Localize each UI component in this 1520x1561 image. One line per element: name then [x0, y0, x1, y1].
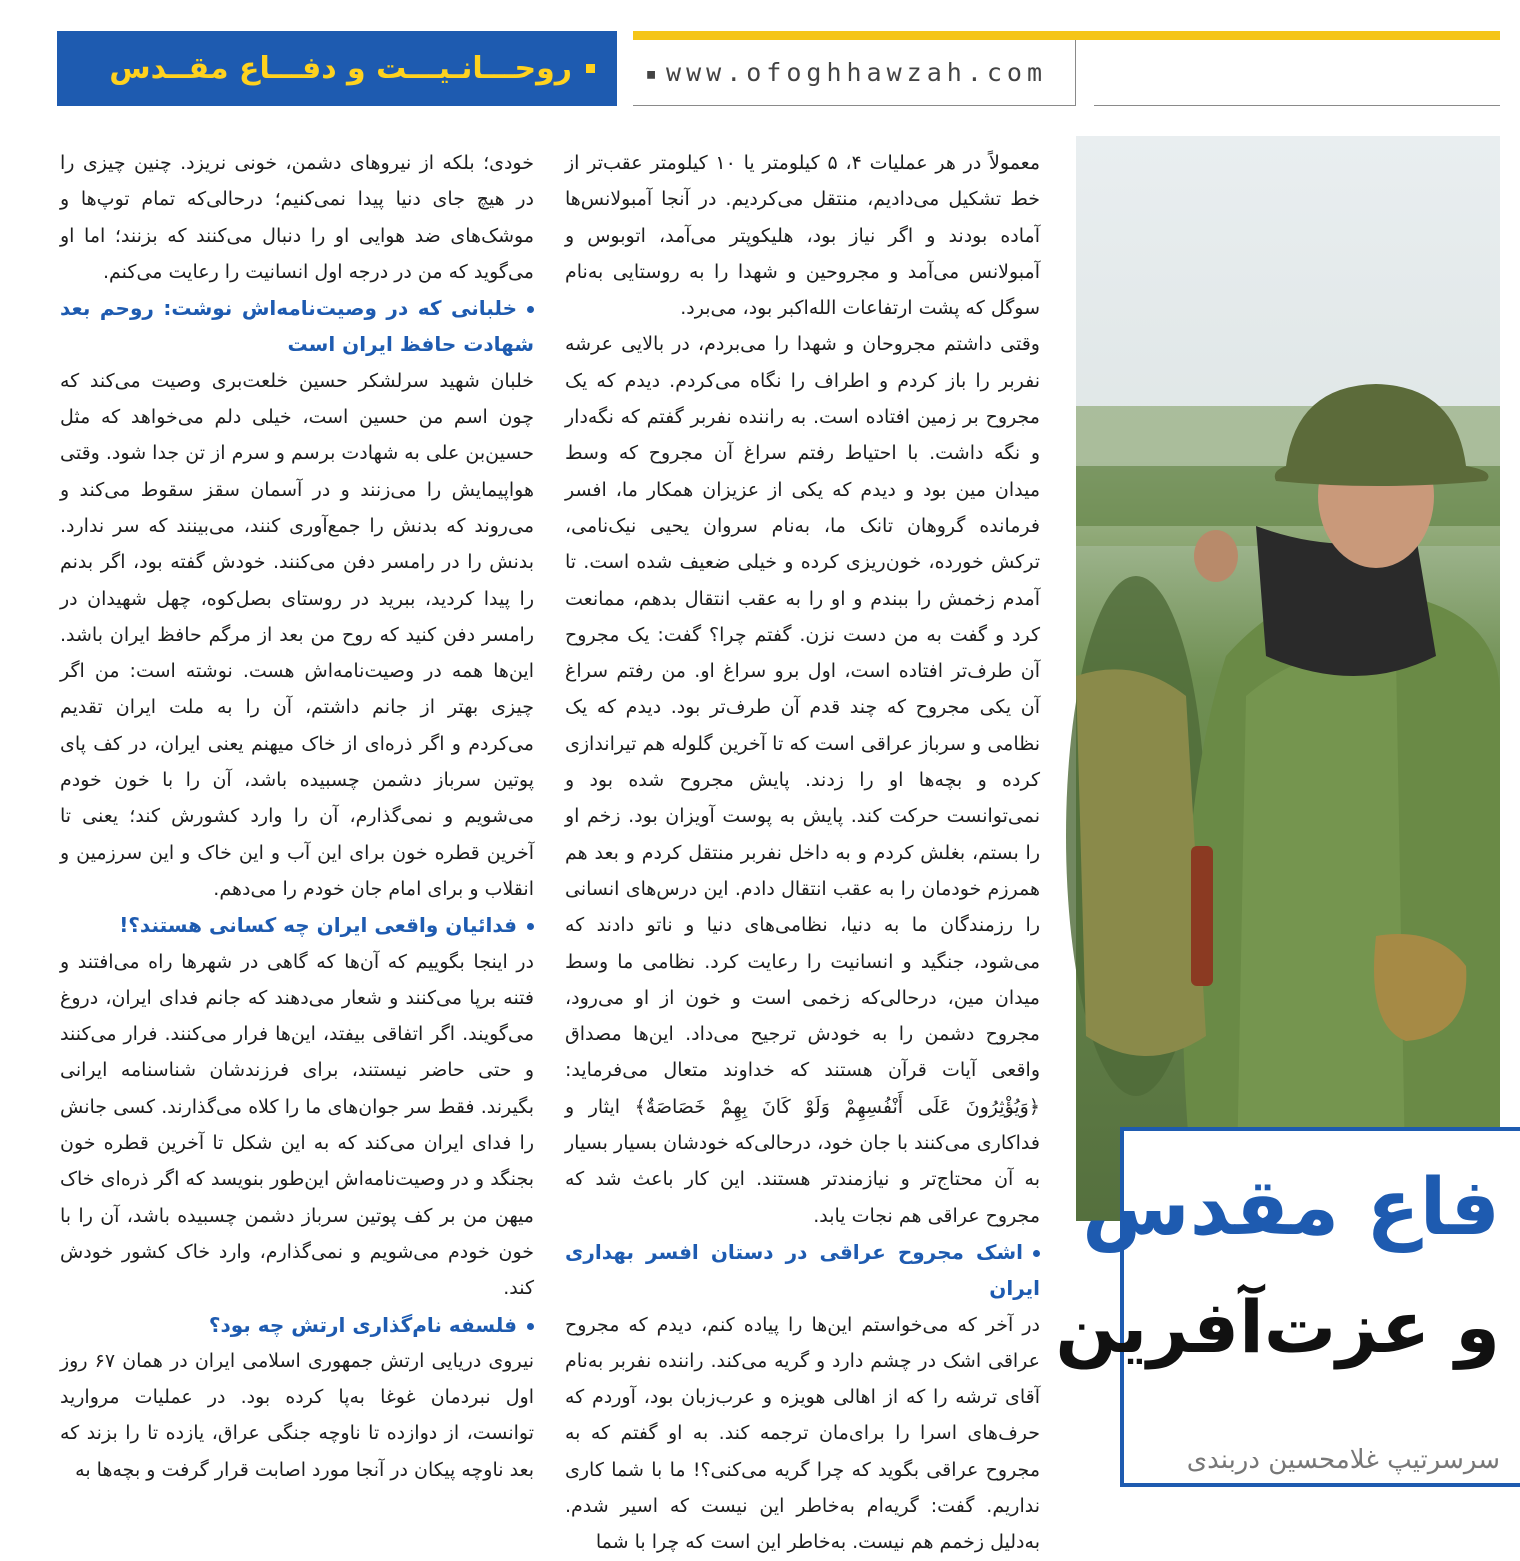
article-column-left [60, 145, 534, 1481]
subheading [60, 907, 534, 943]
paragraph: معمولاً در هر عملیات ۴، ۵ کیلومتر یا ۱۰ کیلومتر عقب‌تر از خط تشکیل می‌دادیم، منتقل می‌کردیم. در آنجا آمبولانس‌ها آماده بودند و اگر نیاز بود، هلیکوپتر می‌آمد، اتوبوس و آمبولانس می‌آمد و مجروحین و شهدا را به روستایی به‌نام سوگل که پشت ارتفاعات الله‌اکبر بود، می‌برد. [565, 152, 1041, 320]
header-divider [1094, 105, 1500, 106]
section-title: روحـــانـیـــت و دفـــاع مقــدس [109, 51, 572, 86]
bullet-icon [527, 923, 534, 930]
paragraph: خودی؛ بلکه از نیروهای دشمن، خونی نریزد. چنین چیزی را در هیچ جای دنیا پیدا نمی‌کنیم؛ درحالی‌که تمام توپ‌ها و موشک‌های ضد هوایی او را دنبال می‌کنند که بزنند؛ اما او می‌گوید که من در درجه اول انسانیت را رعایت می‌کنم. [60, 152, 534, 283]
subheading [60, 1307, 534, 1343]
headline-box [1055, 1127, 1520, 1487]
subheading-text: فلسفه نام‌گذاری ارتش چه بود؟ [208, 1312, 517, 1337]
subheading-text: اشک مجروح عراقی در دستان افسر بهداری ایران [565, 1239, 1040, 1301]
paragraph: در اینجا بگوییم که آن‌ها که گاهی در شهرها راه می‌افتند و فتنه برپا می‌کنند و شعار می‌دهند که جانم فدای ایران، دروغ می‌گویند. اگر اتفاقی بیفتد، این‌ها فرار می‌کنند. فرار می‌کنند و حتی حاضر نیستند، برای فرزندشان شناسنامه ایرانی بگیرند. فقط سر جوان‌های ما را کلاه می‌گذارند. کسی جانش را فدای ایران می‌کند که به این شکل تا آخرین قطره خون بجنگد و در وصیت‌نامه‌اش این‌طور بنویسد که اگر ذره‌ای خاک میهن من بر کف پوتین سرباز دشمن چسبیده باشد، آن را با خون خودم می‌شویم و نمی‌گذارم، وارد خاک کشور خودش کند. [60, 950, 534, 1300]
soldier-illustration [1076, 136, 1500, 1221]
headline-line-1: فاع مقدس [1082, 1163, 1500, 1253]
headline-line-2: و عزت‌آفرین [1055, 1285, 1500, 1369]
paragraph: در آخر که می‌خواستم این‌ها را پیاده کنم، دیدم که مجروح عراقی اشک در چشم دارد و گریه می‌کند. راننده نفربر به‌نام آقای ترشه را که از اهالی هویزه و عرب‌زبان بود، آوردم که حرف‌های اسرا را برای‌مان ترجمه کند. به او گفتم که به مجروح عراقی بگوید که چرا گریه می‌کنی؟! ما با شما کاری نداریم. گفت: گریه‌ام به‌خاطر این نیست که اسیر شدم. به‌دلیل زخمم هم نیست. به‌خاطر این است که چرا با شما [565, 1313, 1040, 1554]
subheading [60, 290, 534, 363]
paragraph: نیروی دریایی ارتش جمهوری اسلامی ایران در همان ۶۷ روز اول نبردمان غوغا به‌پا کرده بود. در عملیات مروارید توانست، از دوازده تا ناوچه جنگی عراق، یازده تا را بزند که بعد ناوچه پیکان در آنجا مورد اصابت قرار گرفت و بچه‌ها به [60, 1349, 534, 1481]
section-title-banner [57, 31, 617, 106]
article-column-right [565, 145, 1041, 1554]
top-rule [633, 31, 1500, 40]
byline: سرسرتیپ غلامحسین دربندی [1186, 1445, 1500, 1475]
bullet-icon [1033, 1250, 1040, 1257]
subheading-text: فدائیان واقعی ایران چه کسانی هستند؟! [119, 913, 517, 938]
paragraph: خلبان شهید سرلشکر حسین خلعت‌بری وصیت می‌کند که چون اسم من حسین است، خیلی دلم می‌خواهد که مثل حسین‌بن علی به شهادت برسم و سرم از تن جدا شود. وقتی هواپیمایش را می‌زنند و در آسمان سقز سقوط می‌کند و می‌روند که بدنش را جمع‌آوری کنند، می‌بینند که سر ندارد. بدنش را در رامسر دفن می‌کنند. خودش گفته بود، اگر بدنم را پیدا کردید، ببرید در روستای بصل‌کوه، چهل شهیدان در رامسر دفن کنید که روح من بعد از مرگم حافظ ایران باشد. این‌ها همه در وصیت‌نامه‌اش هست. نوشته است: من اگر چیزی بهتر از جانم داشتم، آن را به ملت ایران تقدیم می‌کردم و اگر ذره‌ای از خاک میهنم یعنی ایران، در کف پای پوتین سرباز دشمن چسبیده باشد، آن را با خون خودم می‌شویم و نمی‌گذارم، آن را وارد کشورش کند؛ یعنی تا آخرین قطره خون برای این آب و این خاک و این سرزمین و انقلاب و برای امام جان خودم را می‌دهم. [60, 369, 534, 900]
website-url[interactable]: ▪ www.ofoghhawzah.com [633, 40, 1076, 106]
soldier-photo [1076, 136, 1500, 1221]
subheading [565, 1234, 1040, 1307]
subheading-text: خلبانی که در وصیت‌نامه‌اش نوشت: روحم بعد شهادت حافظ ایران است [60, 296, 534, 357]
paragraph: وقتی داشتم مجروحان و شهدا را می‌بردم، در بالایی عرشه نفربر را باز کردم و اطراف را نگاه می‌کردم. دیدم که یک مجروح بر زمین افتاده است. به راننده نفربر گفتم که نگه‌دار و نگه داشت. با احتیاط رفتم سراغ آن مجروح که وسط میدان مین بود و دیدم که یکی از عزیزان همکار ما، افسر فرمانده گروهان تانک ما، به‌نام سروان یحیی نیک‌نامی، ترکش خورده، خون‌ریزی کرده و خیلی ضعیف شده است. تا آمدم زخمش را ببندم و او را به عقب انتقال بدهم، ممانعت کرد و گفت به من دست نزن. گفتم چرا؟ گفت: یک مجروح آن طرف‌تر افتاده است، اول برو سراغ او. من رفتم سراغ آن یکی مجروح که چند قدم آن طرف‌تر بود. دیدم که یک نظامی و سرباز عراقی است که تا آخرین گلوله هم تیراندازی کرده و بچه‌ها او را زدند. پایش مجروح شده بود و نمی‌توانست حرکت کند. پایش به پوست آویزان بود. زخم او را بستم، بغلش کردم و به داخل نفربر منتقل کردم و بعد هم همرزم خودمان را به عقب انتقال دادم. این درس‌های انسانی را رزمندگان ما به دنیا، نظامی‌های دنیا و ناتو دادند که می‌شود، جنگید و انسانیت را رعایت کرد. نظامی ما وسط میدان مین، درحالی‌که زخمی است و خون از او می‌رود، مجروح دشمن را به خودش ترجیح می‌داد. این‌ها مصداق واقعی آیات قرآن هستند که خداوند متعال می‌فرماید: ﴿وَیُؤْثِرُونَ عَلَى أَنْفُسِهِمْ وَلَوْ كَانَ بِهِمْ خَصَاصَةٌ﴾ ایثار و فداکاری می‌کنند با جان خود، درحالی‌که خودشان بسیار بسیار به آن محتاج‌تر و نیازمندتر هستند. این کار باعث شد که مجروح عراقی هم نجات یابد. [565, 333, 1040, 1227]
square-bullet-icon [586, 64, 595, 73]
bullet-icon [527, 306, 534, 313]
bullet-icon [527, 1323, 534, 1330]
